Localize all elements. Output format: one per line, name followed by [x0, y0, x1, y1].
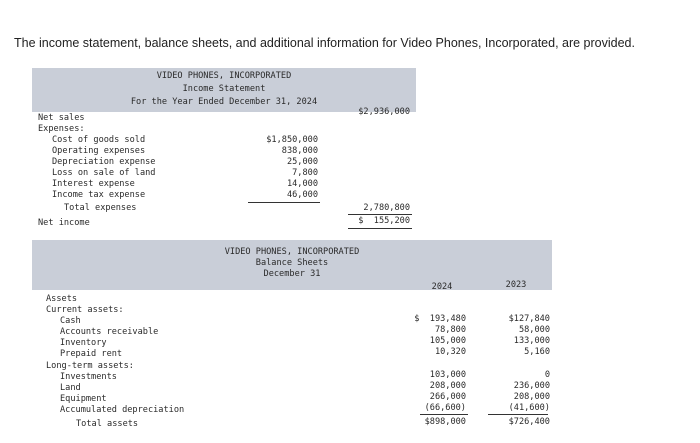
balance-row-label: Cash: [60, 316, 81, 326]
balance-row-2024: 105,000: [429, 336, 466, 346]
balance-row-label: Accounts receivable: [60, 327, 159, 337]
total-assets-2024: $898,000: [424, 417, 466, 427]
intro-text: The income statement, balance sheets, and additional information for Video Phones, Incorporated, are provided.: [14, 36, 635, 50]
net-sales-label: Net sales: [38, 113, 85, 123]
balance-row-2024: 10,320: [434, 347, 466, 357]
balance-row-2023: 133,000: [513, 336, 550, 346]
balance-date: December 31: [263, 269, 321, 279]
balance-row-2024: 103,000: [429, 370, 466, 380]
balance-row-2024: 266,000: [429, 392, 466, 402]
balance-row-2023: 58,000: [518, 325, 550, 335]
total-expenses-value: 2,780,800: [363, 203, 410, 213]
expense-label: Operating expenses: [52, 146, 146, 156]
expense-label: Cost of goods sold: [52, 135, 146, 145]
expense-value: $1,850,000: [266, 135, 318, 145]
balance-row-2024: $ 193,480: [414, 314, 466, 324]
net-income-value: $ 155,200: [358, 216, 410, 226]
col-2024-header: 2024: [431, 282, 453, 292]
longterm-assets-label: Long-term assets:: [46, 361, 134, 371]
accum-dep-underline-2023: [488, 414, 548, 415]
expenses-label: Expenses:: [38, 124, 85, 134]
expense-value: 7,800: [292, 168, 318, 178]
total-assets-label: Total assets: [76, 419, 139, 429]
income-company: VIDEO PHONES, INCORPORATED: [156, 71, 292, 81]
expense-label: Income tax expense: [52, 190, 146, 200]
balance-row-2023: 236,000: [513, 381, 550, 391]
expense-value: 25,000: [286, 157, 318, 167]
col-2023-header: 2023: [505, 280, 527, 290]
balance-row-2024: 78,800: [434, 325, 466, 335]
balance-row-label: Land: [60, 383, 81, 393]
expenses-underline: [248, 202, 320, 203]
balance-row-2023: 0: [544, 370, 550, 380]
balance-row-2024: 208,000: [429, 381, 466, 391]
current-assets-label: Current assets:: [46, 305, 124, 315]
expense-label: Loss on sale of land: [52, 168, 156, 178]
income-title: Income Statement: [182, 84, 266, 94]
balance-row-2023: (41,600): [508, 403, 550, 413]
total-expenses-underline: [348, 214, 412, 215]
income-period: For the Year Ended December 31, 2024: [130, 97, 318, 107]
balance-row-label: Inventory: [60, 338, 107, 348]
expense-value: 14,000: [286, 179, 318, 189]
balance-row-label: Equipment: [60, 394, 107, 404]
net-income-underline: [348, 228, 412, 229]
expense-value: 838,000: [281, 146, 318, 156]
balance-title: Balance Sheets: [255, 258, 329, 268]
expense-label: Interest expense: [52, 179, 135, 189]
balance-row-label: Prepaid rent: [60, 349, 123, 359]
balance-row-label: Accumulated depreciation: [60, 405, 185, 415]
expense-value: 46,000: [286, 190, 318, 200]
accum-dep-underline-2024: [420, 414, 468, 415]
balance-row-label: Investments: [60, 372, 117, 382]
balance-row-2024: (66,600): [424, 403, 466, 413]
balance-row-2023: 5,160: [524, 347, 550, 357]
assets-label: Assets: [46, 294, 78, 304]
balance-company: VIDEO PHONES, INCORPORATED: [224, 247, 360, 257]
balance-row-2023: 208,000: [513, 392, 550, 402]
net-sales-value: $2,936,000: [358, 107, 410, 117]
expense-label: Depreciation expense: [52, 157, 156, 167]
total-expenses-label: Total expenses: [64, 203, 137, 213]
total-assets-2023: $726,400: [508, 417, 550, 427]
balance-row-2023: $127,840: [508, 314, 550, 324]
net-income-label: Net income: [38, 218, 90, 228]
